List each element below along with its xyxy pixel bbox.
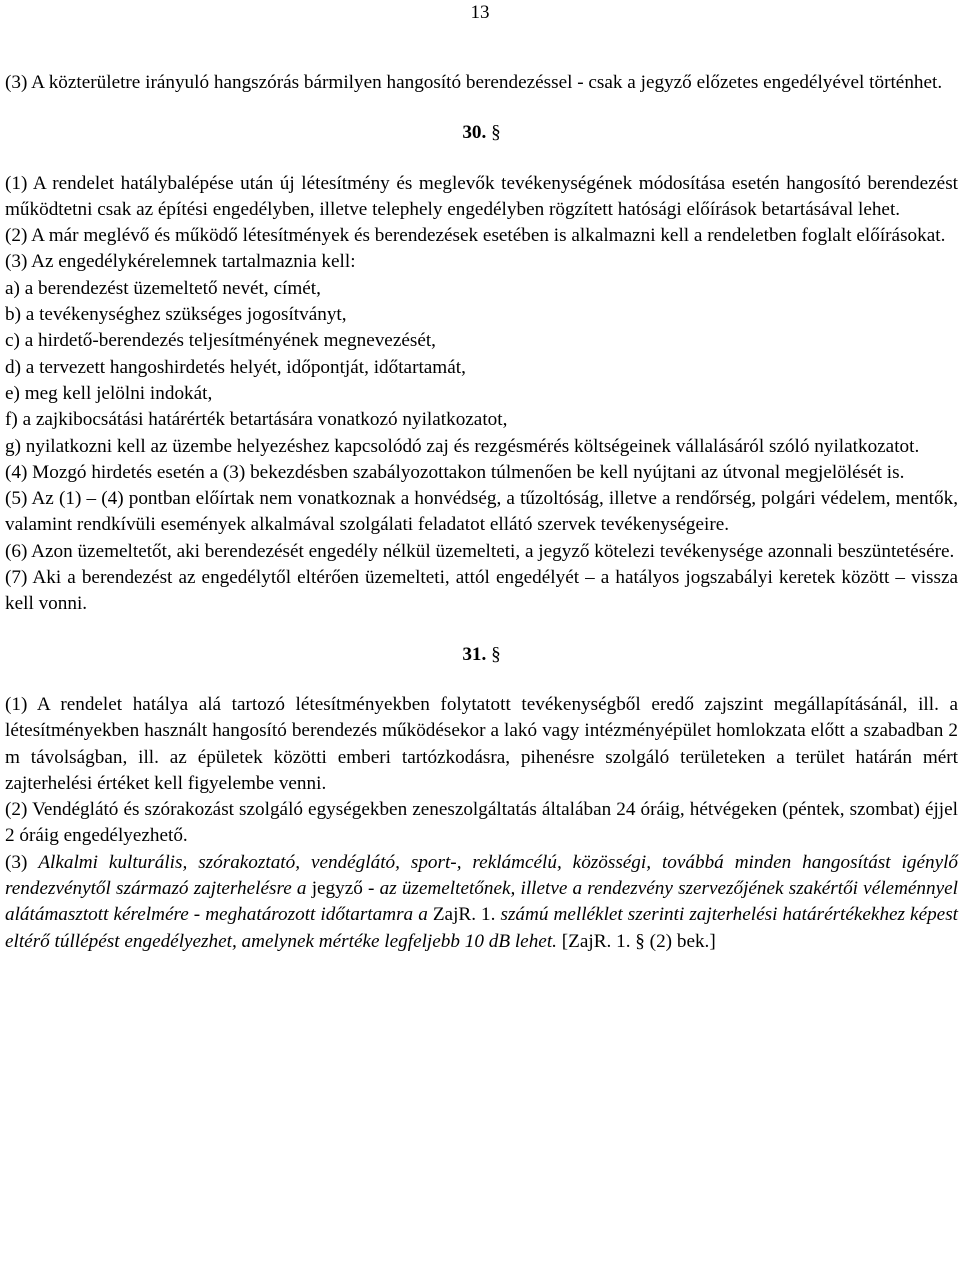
paragraph-30-5: (5) Az (1) – (4) pontban előírtak nem vonatkoznak a honvédség, a tűzoltóság, illetve a rendőrség, polgári védelem, mentők, valamint rendkívüli események alkalmával szolgálati feladatot ellátó szervek tevékenységeire.	[5, 488, 958, 536]
list-item-b: b) a tevékenységhez szükséges jogosítványt,	[5, 304, 347, 326]
paragraph-31-1: (1) A rendelet hatálya alá tartozó létesítményekben folytatott tevékenységből eredő zajszint megállapításánál, ill. a létesítményekben használt hangosító berendezés működésekor a lakó vagy intézményépület homlokzata előtt a szabadban 2 m távolságban, ill. az épületek közötti emberi tartózkodásra, pihenésre szolgáló területeken a terület határán mért zajterhelési értéket kell figyelembe venni.	[5, 693, 958, 794]
paragraph-30-3: (3) Az engedélykérelemnek tartalmaznia kell:	[5, 251, 356, 273]
paragraph-31-3	[5, 850, 958, 955]
document-body	[5, 70, 958, 955]
section-heading-30	[5, 120, 958, 146]
list-item-f: f) a zajkibocsátási határérték betartására vonatkozó nyilatkozatot,	[5, 409, 508, 431]
paragraph-29-3: (3) A közterületre irányuló hangszórás bármilyen hangosító berendezéssel - csak a jegyző előzetes engedélyével történhet.	[5, 72, 943, 93]
paragraph-30-4: (4) Mozgó hirdetés esetén a (3) bekezdésben szabályozottakon túlmenően be kell nyújtani az útvonal megjelölését is.	[5, 461, 905, 483]
section-number: 31.	[462, 643, 487, 665]
italic-text: számú melléklet szerinti zajterhelési határértékekhez képest eltérő túllépést engedélyezhet, amelynek mértéke legfeljebb 10 dB lehet.	[5, 904, 959, 952]
section-sign: §	[491, 643, 501, 665]
list-item-g: g) nyilatkozni kell az üzembe helyezéshez kapcsolódó zaj és rezgésmérés költségeinek vállalásáról szóló nyilatkozatot.	[5, 435, 920, 457]
reference-text: [ZajR. 1. § (2) bek.]	[556, 930, 716, 952]
section-number: 30.	[462, 122, 487, 144]
paragraph-prefix: (3)	[5, 851, 39, 873]
section-heading-31	[5, 642, 958, 668]
list-item-d: d) a tervezett hangoshirdetés helyét, időpontját, időtartamát,	[5, 356, 466, 378]
italic-text: - az üzemeltetőnek, illetve a rendezvény szervezőjének szakértői véleménnyel alátámasztott kérelmére - meghatározott időtartamra a	[5, 878, 958, 926]
paragraph-31-2: (2) Vendéglátó és szórakozást szolgáló egységekben zeneszolgáltatás általában 24 óráig, hétvégeken (péntek, szombat) éjjel 2 óráig engedélyezhető.	[5, 799, 958, 847]
paragraph-30-7: (7) Aki a berendezést az engedélytől eltérően üzemelteti, attól engedélyét – a hatályos jogszabályi keretek között – vissza kell vonni.	[5, 567, 958, 615]
paragraph-30-6: (6) Azon üzemeltetőt, aki berendezését engedély nélkül üzemelteti, a jegyző kötelezi tevékenysége azonnali beszüntetésére.	[5, 540, 955, 562]
italic-text: Alkalmi kulturális, szórakoztató, vendéglátó, sport-, reklámcélú, közösségi, továbbá minden hangosítást igénylő rendezvénytől származó zajterhelésre a	[5, 851, 959, 900]
list-item-e: e) meg kell jelölni indokát,	[5, 382, 213, 404]
plain-text: jegyző	[311, 878, 363, 900]
plain-text: ZajR. 1.	[432, 904, 496, 926]
section-sign: §	[491, 122, 501, 144]
paragraph-30-1: (1) A rendelet hatálybalépése után új létesítmény és meglevők tevékenységének módosítása esetén hangosító berendezést működtetni csak az építési engedélyben, illetve telephely engedélyben rögzített hatósági előírások betartásával lehet.	[5, 172, 958, 220]
list-item-a: a) a berendezést üzemeltető nevét, címét,	[5, 277, 321, 299]
list-item-c: c) a hirdető-berendezés teljesítményének megnevezését,	[5, 330, 436, 352]
page-number: 13	[470, 2, 490, 23]
paragraph-30-2: (2) A már meglévő és működő létesítmények és berendezések esetében is alkalmazni kell a rendeletben foglalt előírásokat.	[5, 225, 946, 247]
